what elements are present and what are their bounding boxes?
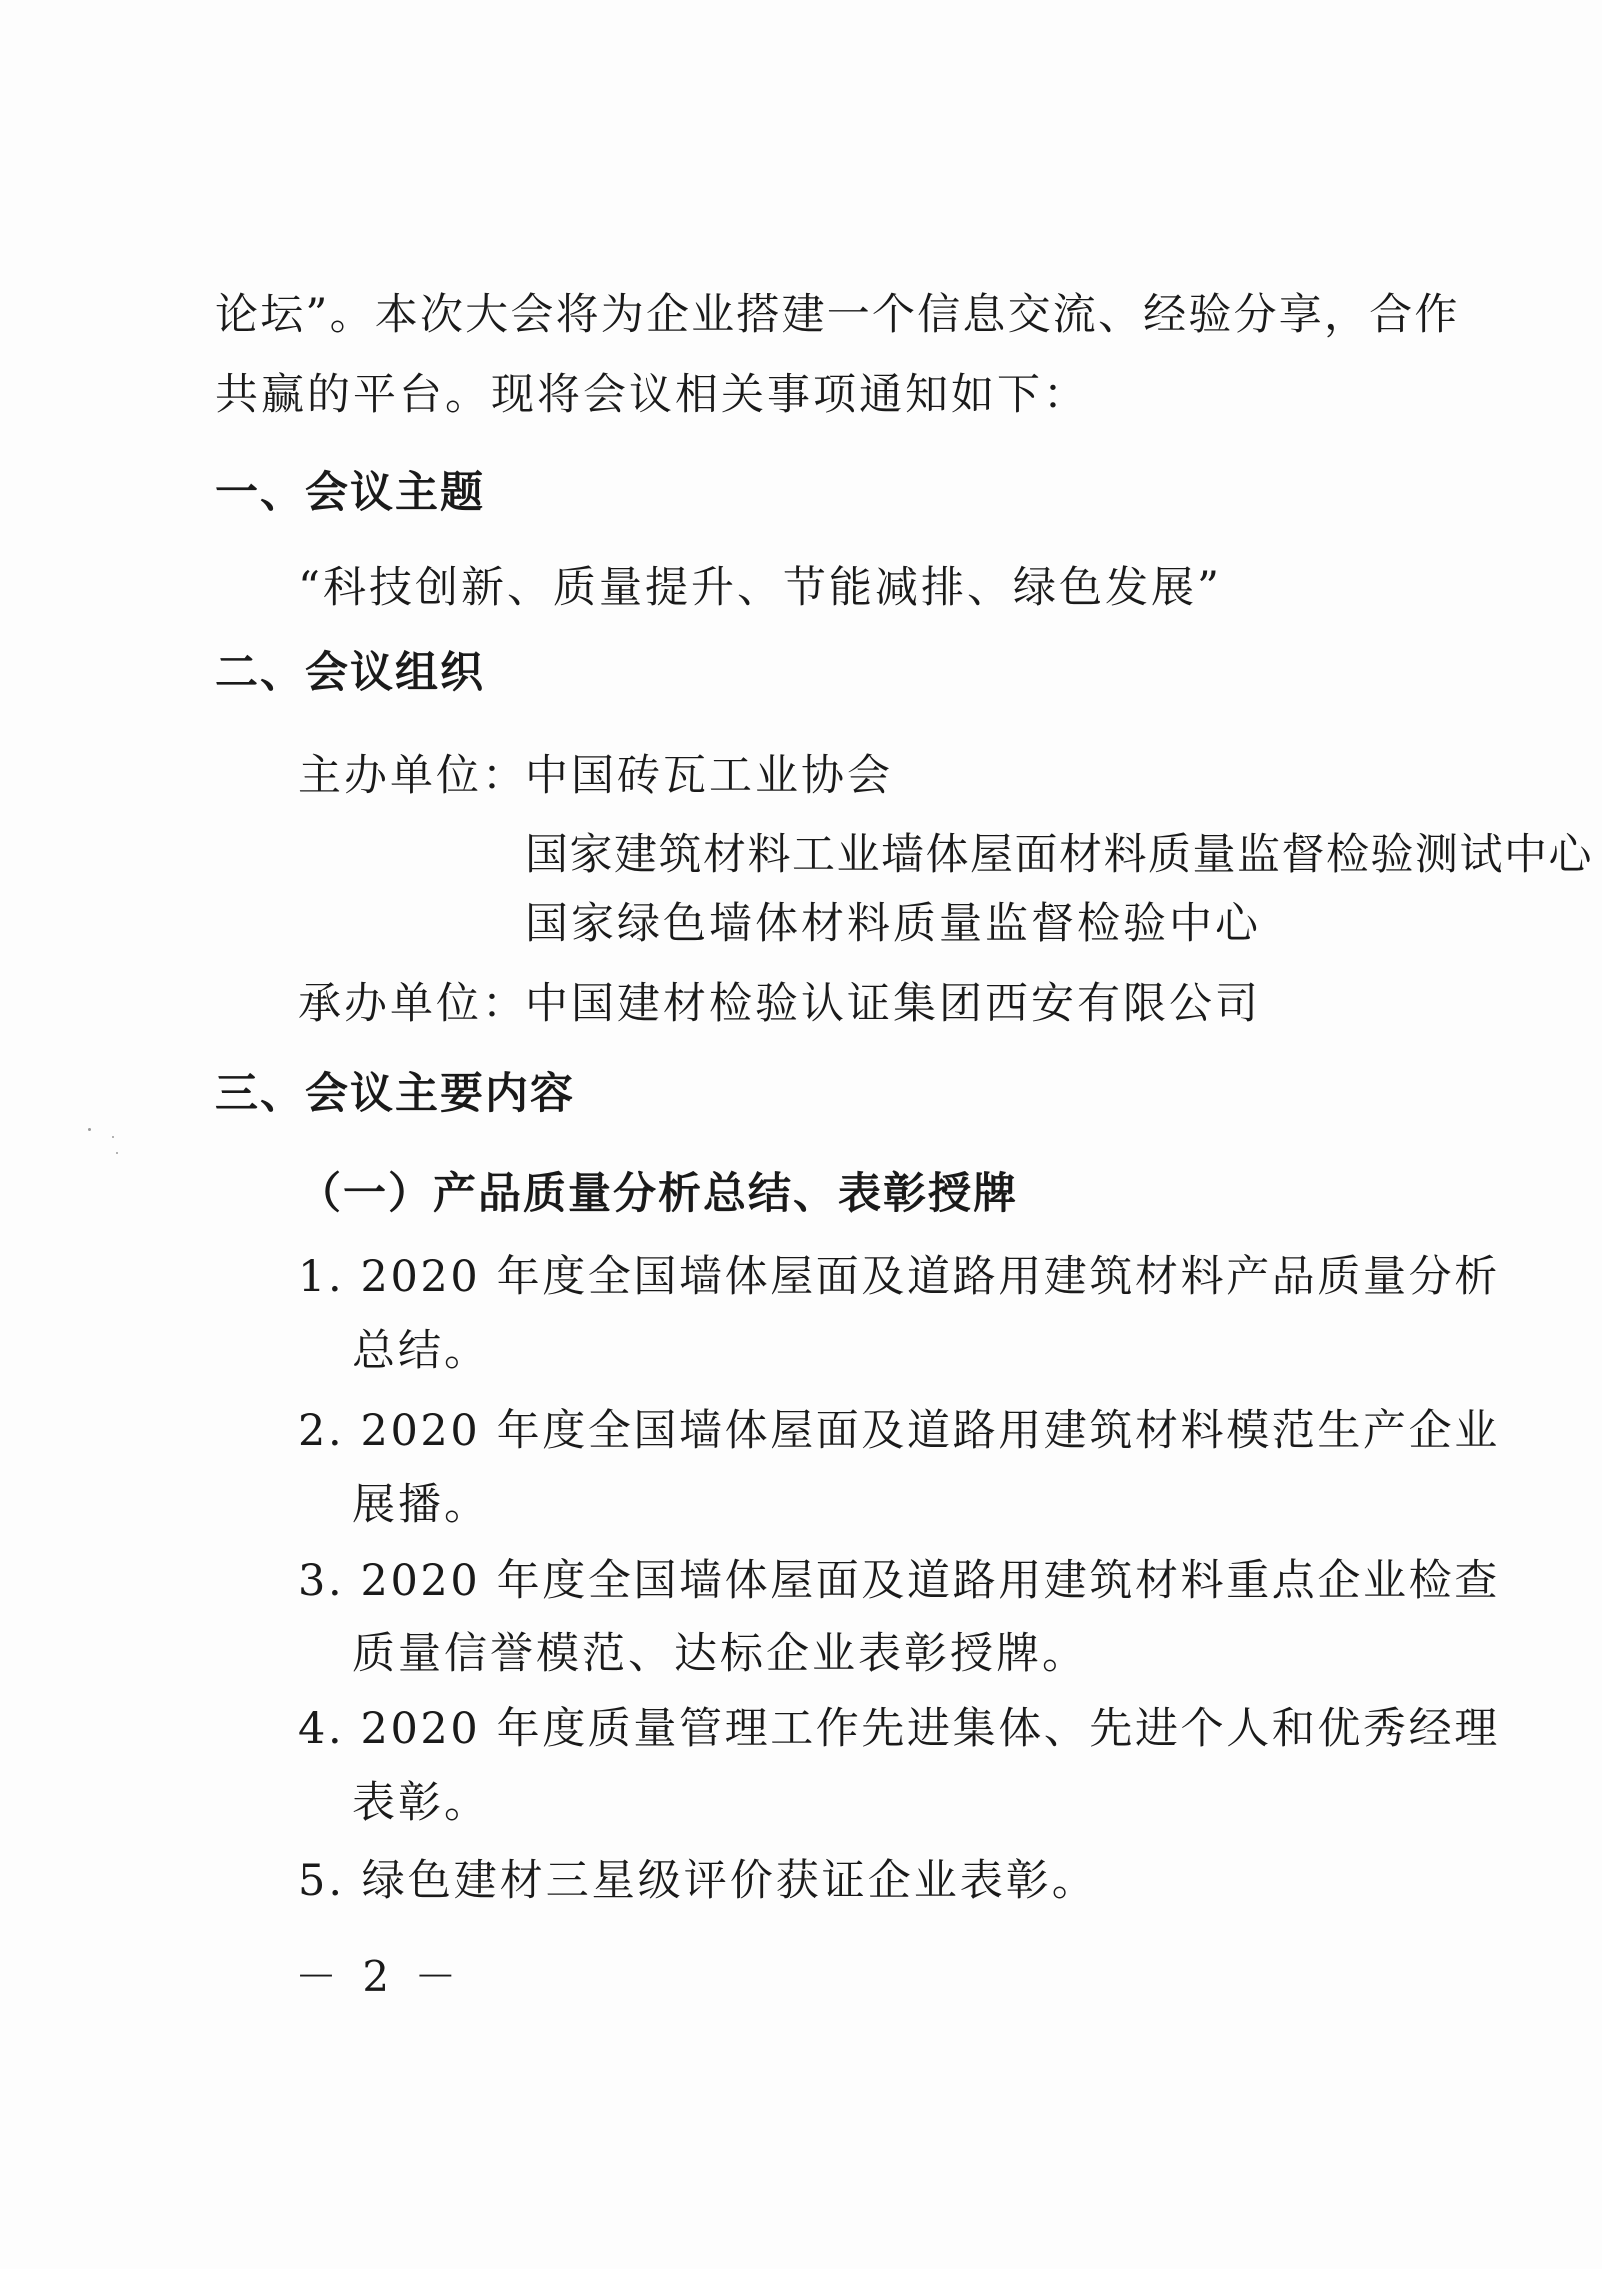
page-number: － 2 －	[295, 1952, 463, 2001]
organizer: 中国建材检验认证集团西安有限公司	[525, 979, 1261, 1029]
intro-line-2: 共赢的平台。现将会议相关事项通知如下：	[215, 370, 1089, 420]
list-item-1-line-1: 1. 2020 年度全国墙体屋面及道路用建筑材料产品质量分析	[298, 1252, 1500, 1302]
list-item-3-line-2: 质量信誉模范、达标企业表彰授牌。	[352, 1629, 1088, 1679]
host-3: 国家绿色墙体材料质量监督检验中心	[525, 899, 1261, 949]
list-item-1-line-2: 总结。	[352, 1326, 490, 1376]
section-2-heading: 二、会议组织	[215, 648, 485, 698]
host-label: 主办单位：	[298, 751, 528, 801]
organizer-label: 承办单位：	[298, 979, 528, 1029]
host-2: 国家建筑材料工业墙体屋面材料质量监督检验测试中心	[525, 830, 1593, 880]
intro-line-1: 论坛”。本次大会将为企业搭建一个信息交流、经验分享，合作	[215, 290, 1460, 340]
list-item-2-line-2: 展播。	[352, 1480, 490, 1530]
list-item-5-line-1: 5. 绿色建材三星级评价获证企业表彰。	[298, 1856, 1098, 1906]
list-item-4-line-2: 表彰。	[352, 1778, 490, 1828]
list-item-4-line-1: 4. 2020 年度质量管理工作先进集体、先进个人和优秀经理	[298, 1704, 1500, 1754]
section-1-theme: “科技创新、质量提升、节能减排、绿色发展”	[298, 563, 1222, 613]
section-1-heading: 一、会议主题	[215, 468, 485, 518]
scan-speck	[112, 1136, 114, 1138]
section-3-heading: 三、会议主要内容	[215, 1069, 575, 1119]
scan-speck	[116, 1152, 118, 1154]
host-1: 中国砖瓦工业协会	[525, 751, 893, 801]
section-3-subheading: （一）产品质量分析总结、表彰授牌	[298, 1169, 1018, 1219]
list-item-2-line-1: 2. 2020 年度全国墙体屋面及道路用建筑材料模范生产企业	[298, 1406, 1500, 1456]
scan-speck	[88, 1128, 91, 1131]
list-item-3-line-1: 3. 2020 年度全国墙体屋面及道路用建筑材料重点企业检查	[298, 1556, 1500, 1606]
